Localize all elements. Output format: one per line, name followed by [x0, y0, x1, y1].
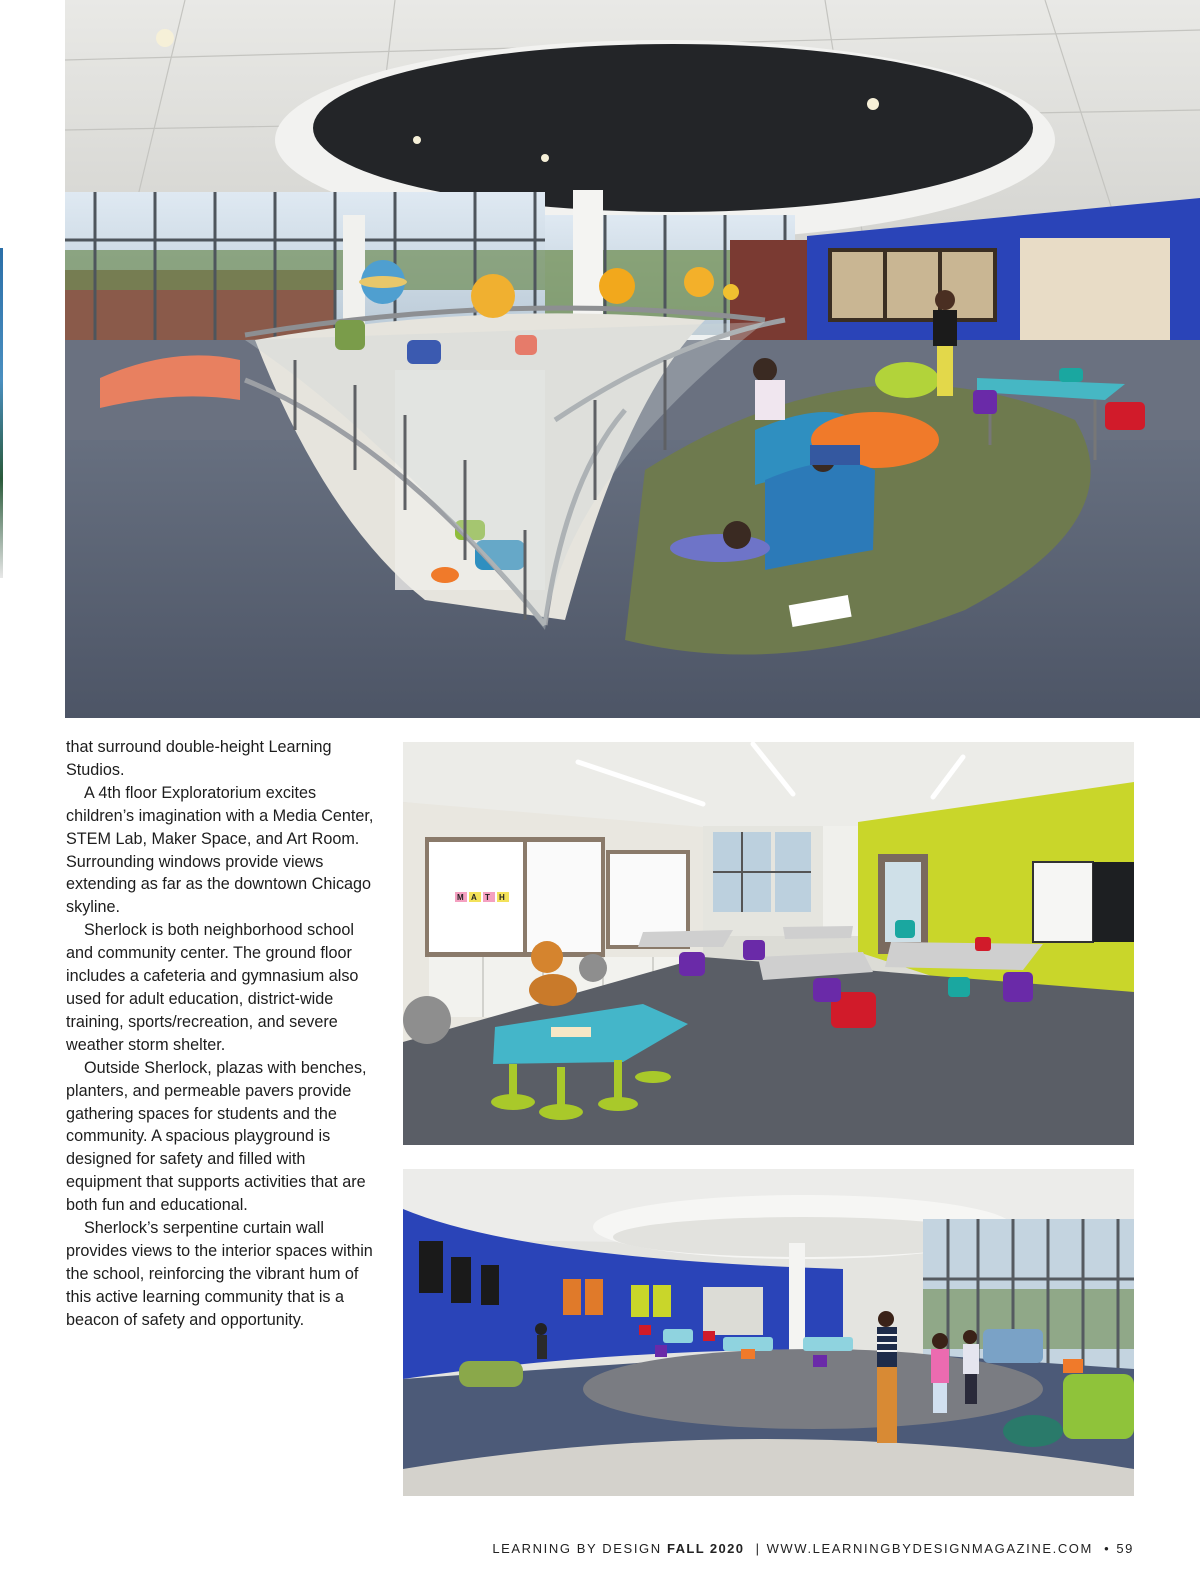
math-tile-a: A	[471, 893, 477, 902]
paragraph-5: Sherlock’s serpentine curtain wall provides views to the interior spaces within the school, reinforcing the vibrant hum of this active learning community that is a beacon of safety and opportunity.	[66, 1219, 373, 1329]
learning-commons-photo	[403, 1169, 1134, 1496]
math-tile-t: T	[485, 893, 490, 902]
footer-bullet: •	[1104, 1541, 1111, 1556]
website-url[interactable]: WWW.LEARNINGBYDESIGNMAGAZINE.COM	[766, 1541, 1093, 1556]
adjacent-page-edge	[0, 248, 3, 578]
math-tile-m: M	[457, 893, 464, 902]
paragraph-1: that surround double-height Learning Studios.	[66, 738, 332, 779]
page-footer	[492, 1541, 1134, 1556]
paragraph-2: A 4th floor Exploratorium excites children’s imagination with a Media Center, STEM Lab, Maker Space, and Art Room. Surrounding windows provide views extending as far as the downtown Chicago skyline.	[66, 783, 374, 917]
paragraph-4: Outside Sherlock, plazas with benches, planters, and permeable pavers provide gathering spaces for students and the community. A spacious playground is designed for safety and filled with equipment that supports activities that are both fun and educational.	[66, 1058, 367, 1215]
paragraph-3: Sherlock is both neighborhood school and community center. The ground floor includes a cafeteria and gymnasium also used for adult education, district-wide training, sports/recreation, and severe weather storm shelter.	[66, 921, 359, 1054]
footer-divider: |	[755, 1541, 761, 1556]
exploratorium-photo	[65, 0, 1200, 718]
publication-name: LEARNING BY DESIGN	[492, 1541, 662, 1556]
issue-label: FALL 2020	[666, 1541, 745, 1556]
page-number: 59	[1116, 1541, 1134, 1556]
article-body	[66, 736, 381, 1332]
classroom-photo	[403, 742, 1134, 1145]
math-tile-h: H	[499, 893, 505, 902]
